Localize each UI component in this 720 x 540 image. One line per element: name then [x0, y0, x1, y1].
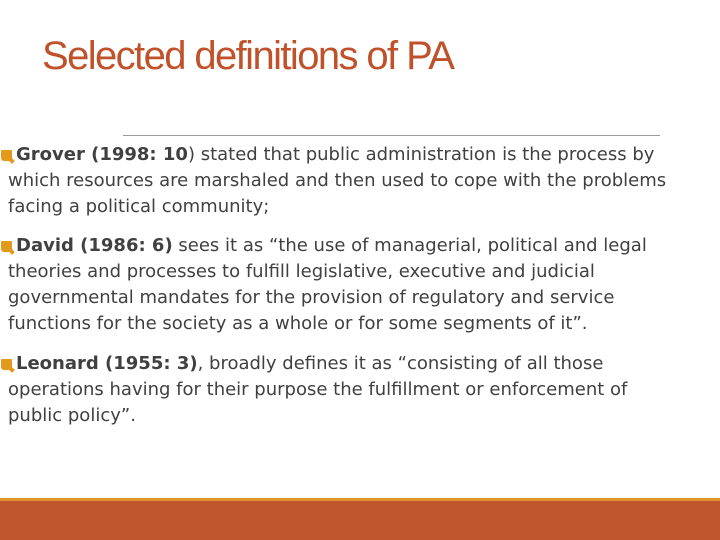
citation-david: David (1986: 6)	[16, 235, 173, 256]
bullet-line: governmental mandates for the provision of regulatory and service	[8, 287, 615, 308]
definition-text: , broadly defines it as “consisting of all those	[197, 353, 604, 374]
definition-grover	[8, 142, 720, 220]
title-divider	[123, 135, 660, 136]
square-bullet-icon	[1, 150, 12, 161]
citation-grover: Grover (1998: 10	[16, 144, 188, 165]
definition-text: sees it as “the use of managerial, political and legal	[172, 235, 647, 256]
definition-leonard	[8, 351, 720, 429]
bullet-line	[8, 351, 720, 377]
bullet-line: facing a political community;	[8, 196, 270, 217]
footer-bar	[0, 498, 720, 540]
bullet-line: public policy”.	[8, 405, 136, 426]
square-bullet-icon	[1, 241, 12, 252]
square-bullet-icon	[1, 359, 12, 370]
slide-title: Selected definitions of PA	[42, 34, 454, 78]
bullet-line	[8, 142, 720, 168]
citation-leonard: Leonard (1955: 3)	[16, 353, 198, 374]
bullet-line: theories and processes to fulfill legislative, executive and judicial	[8, 261, 595, 282]
definition-text: ) stated that public administration is the process by	[187, 144, 655, 165]
definition-david	[8, 233, 720, 337]
bullet-line: which resources are marshaled and then used to cope with the problems	[8, 170, 667, 191]
bullet-line: functions for the society as a whole or for some segments of it”.	[8, 313, 588, 334]
bullet-line: operations having for their purpose the fulfillment or enforcement of	[8, 379, 628, 400]
bullet-line	[8, 233, 720, 259]
